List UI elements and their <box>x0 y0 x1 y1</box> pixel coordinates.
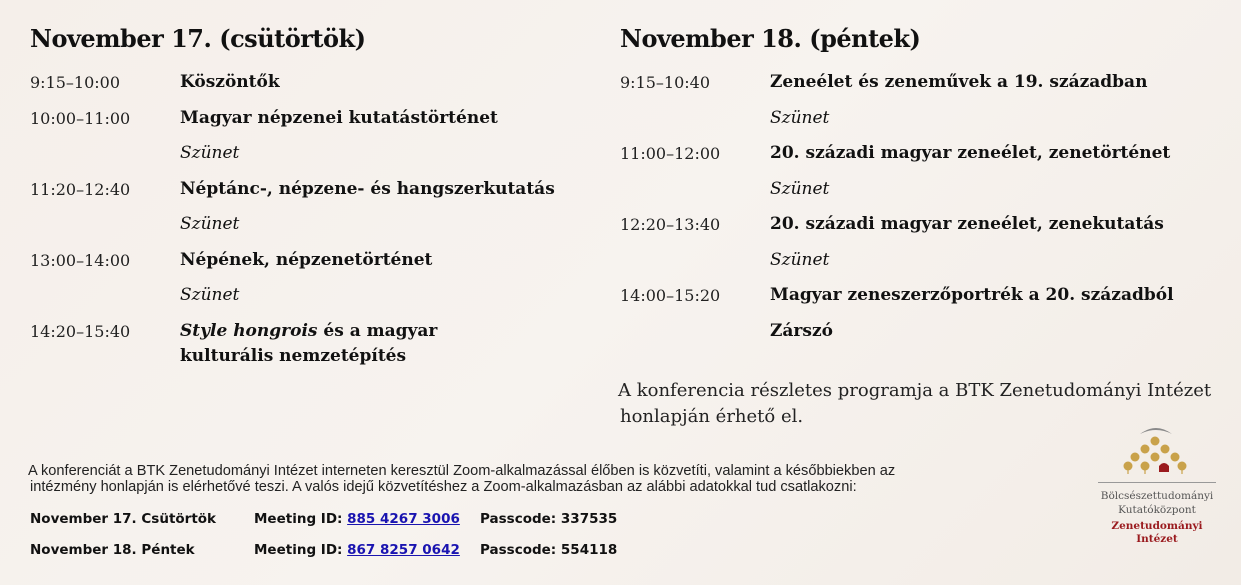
day1-session-4 <box>30 248 590 284</box>
emblem-dot <box>1151 453 1160 462</box>
emblem-dot <box>1141 445 1150 454</box>
emblem-dot <box>1171 453 1180 462</box>
session-title <box>180 319 590 369</box>
meeting-id <box>254 511 460 527</box>
day1-session-2 <box>30 106 590 142</box>
session-title: Köszöntők <box>180 72 280 92</box>
day2-break-1 <box>620 106 1220 142</box>
session-title: Néptánc-, népzene- és hangszerkutatás <box>180 178 555 199</box>
session-title: Népének, népzenetörténet <box>180 249 433 270</box>
day2-column <box>620 22 1220 354</box>
logo-line2: Kutatóközpont <box>1118 504 1196 516</box>
day1-break-1 <box>30 141 590 177</box>
session-time: 10:00–11:00 <box>30 108 131 128</box>
program-note <box>618 378 1218 430</box>
meeting-id-link[interactable]: 885 4267 3006 <box>347 511 460 527</box>
day1-break-2 <box>30 212 590 248</box>
session-time: 11:00–12:00 <box>620 144 721 163</box>
session-time: 13:00–14:00 <box>30 250 131 270</box>
session-time: 12:20–13:40 <box>620 215 721 234</box>
day2-session-3 <box>620 212 1220 248</box>
session-title-italic: Style hongrois <box>180 320 318 341</box>
break-label: Szünet <box>180 143 240 163</box>
session-time: 14:20–15:40 <box>30 321 131 341</box>
day2-break-3 <box>620 248 1220 284</box>
streaming-line1: A konferenciát a BTK Zenetudományi Intézet interneten keresztül Zoom-alkalmazással élőben is közvetíti, valamint a későbbiekben az <box>28 463 896 479</box>
session-time: 14:00–15:20 <box>620 286 721 305</box>
day1-session-1 <box>30 70 590 106</box>
session-title: Magyar zeneszerzőportrék a 20. századból <box>770 285 1174 305</box>
meeting-id-label: Meeting ID: <box>254 511 343 527</box>
meeting-id-label: Meeting ID: <box>254 542 343 558</box>
closing-title: Zárszó <box>770 320 833 341</box>
session-time: 11:20–12:40 <box>30 179 131 199</box>
day1-break-3 <box>30 283 590 319</box>
session-title: 20. századi magyar zeneélet, zenekutatás <box>770 214 1164 234</box>
session-title-line2: kulturális nemzetépítés <box>180 345 407 366</box>
meeting-passcode: Passcode: 554118 <box>480 542 618 558</box>
logo-divider <box>1098 482 1216 483</box>
emblem-dot <box>1151 437 1160 446</box>
day2-break-2 <box>620 177 1220 213</box>
session-title: 20. századi magyar zeneélet, zenetörténet <box>770 143 1171 163</box>
meeting-id-link[interactable]: 867 8257 0642 <box>347 542 460 558</box>
day2-session-4 <box>620 283 1220 319</box>
emblem-dot <box>1161 445 1170 454</box>
day2-session-2 <box>620 141 1220 177</box>
meeting-row-day1 <box>30 511 730 531</box>
emblem-red-mark <box>1159 463 1169 472</box>
session-title: Zeneélet és zeneművek a 19. században <box>770 72 1148 92</box>
break-label: Szünet <box>770 249 830 270</box>
emblem-dot <box>1131 453 1140 462</box>
session-title-rest: és a magyar <box>323 320 438 341</box>
streaming-line2: intézmény honlapján is elérhetővé teszi. A valós idejű közvetítéshez a Zoom-alkalmazásban az alábbi adatokkal tud csatlakozni: <box>30 479 857 495</box>
break-label: Szünet <box>770 107 830 128</box>
day1-session-3 <box>30 177 590 213</box>
logo-line4: Intézet <box>1136 533 1178 545</box>
program-note-line1: A konferencia részletes programja a BTK Zenetudományi Intézet <box>618 380 1212 401</box>
day2-closing <box>620 319 1220 355</box>
break-label: Szünet <box>770 178 830 199</box>
day2-title: November 18. (péntek) <box>620 24 921 53</box>
meeting-day: November 18. Péntek <box>30 542 195 558</box>
day1-session-5 <box>30 319 590 369</box>
program-note-line2: honlapján érhető el. <box>620 406 804 427</box>
meeting-day: November 17. Csütörtök <box>30 511 217 527</box>
day2-session-1 <box>620 70 1220 106</box>
session-time: 9:15–10:00 <box>30 73 121 92</box>
logo-line3: Zenetudományi <box>1111 520 1203 532</box>
session-time: 9:15–10:40 <box>620 73 711 92</box>
session-title: Magyar népzenei kutatástörténet <box>180 107 498 128</box>
day1-column <box>30 22 590 369</box>
logo-line1: Bölcsészettudományi <box>1100 490 1214 502</box>
institute-logo <box>1097 424 1217 564</box>
emblem-arc <box>1140 428 1172 434</box>
day1-title: November 17. (csütörtök) <box>30 24 366 53</box>
institute-emblem-icon <box>1122 424 1192 476</box>
meeting-passcode: Passcode: 337535 <box>480 511 618 527</box>
streaming-info <box>28 463 1052 495</box>
break-label: Szünet <box>180 285 240 305</box>
meeting-row-day2 <box>30 542 730 562</box>
meeting-id <box>254 542 460 558</box>
break-label: Szünet <box>180 214 240 234</box>
